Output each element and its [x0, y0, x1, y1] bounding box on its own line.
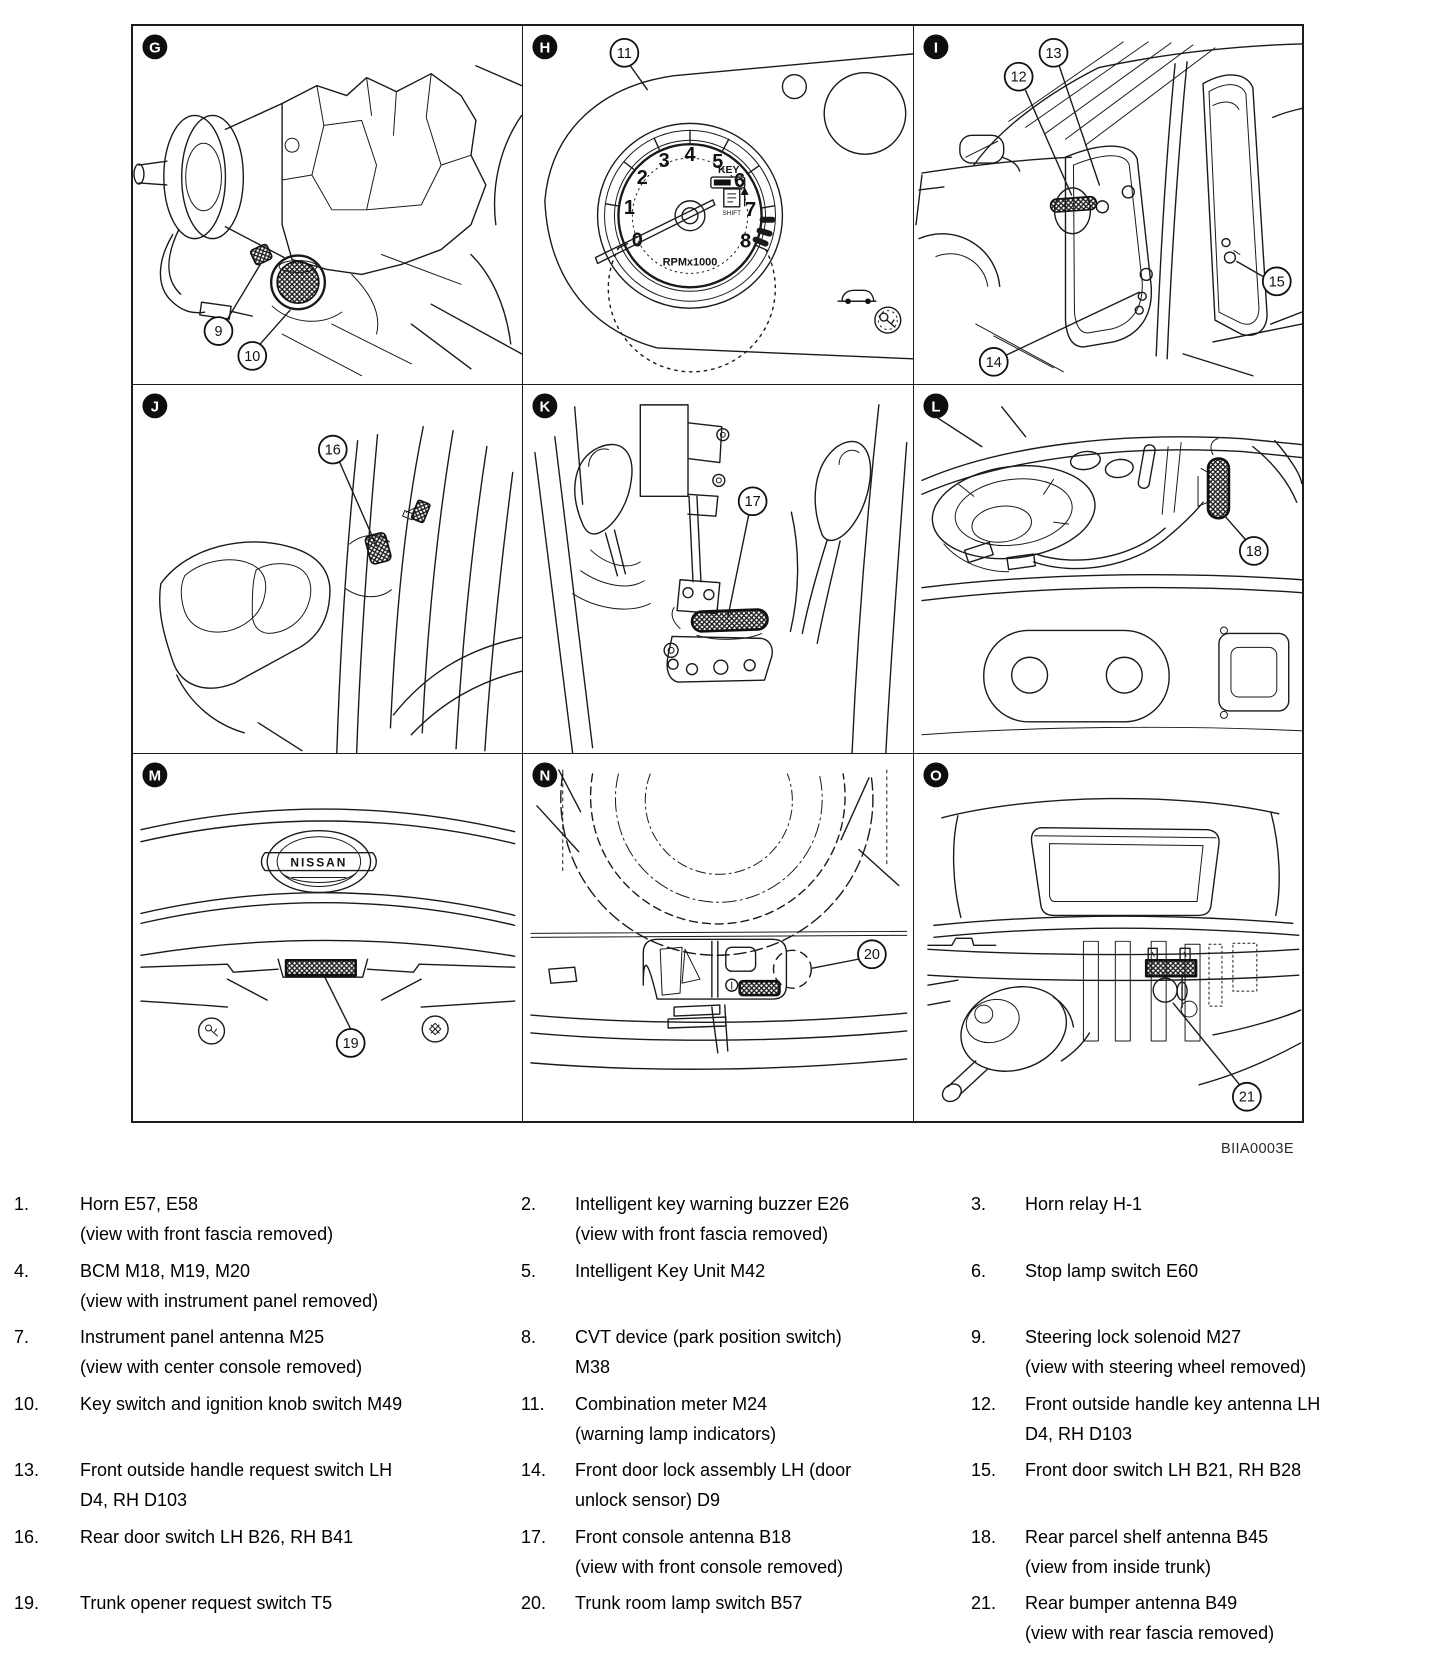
legend-item-text: Stop lamp switch E60 [1025, 1260, 1199, 1281]
svg-text:SHIFT: SHIFT [722, 209, 741, 217]
callout-20 [858, 941, 886, 969]
callout-18 [1240, 537, 1268, 565]
svg-text:9: 9 [214, 323, 223, 340]
lamp-switch-highlight [773, 951, 811, 989]
legend-item-text2: unlock sensor) D9 [575, 1490, 721, 1510]
svg-text:L: L [931, 398, 941, 416]
key-mark-icon-right [422, 1016, 448, 1042]
callout-21-leader [1173, 1003, 1239, 1084]
legend-item-number: 2. [521, 1194, 537, 1214]
console-line-art [535, 405, 907, 754]
svg-text:21: 21 [1239, 1090, 1256, 1107]
callout-18-leader [1225, 516, 1246, 540]
panel-G-drawing [133, 26, 522, 384]
legend-item-number: 6. [971, 1260, 987, 1281]
svg-text:KEY: KEY [717, 165, 740, 177]
panel-letter-N [532, 763, 557, 788]
legend-item-number: 21. [971, 1593, 997, 1613]
svg-text:6: 6 [733, 169, 745, 192]
legend-item-number: 8. [521, 1327, 537, 1347]
callout-17-leader [727, 515, 748, 617]
legend-item-text: Combination meter M24 [575, 1393, 768, 1414]
callout-9-leader [227, 264, 260, 319]
callout-13 [1040, 39, 1068, 67]
callout-12 [1005, 63, 1033, 91]
callout-16 [319, 435, 347, 463]
panel-O-drawing [914, 754, 1302, 1121]
svg-text:17: 17 [744, 493, 761, 510]
svg-text:12: 12 [1010, 69, 1027, 86]
legend-item-text2: (view with center console removed) [80, 1357, 363, 1377]
legend-item-number: 3. [971, 1194, 987, 1214]
figure-code: BIIA0003E [1221, 1141, 1294, 1157]
rear-body-line-art [928, 799, 1301, 1105]
legend-item-19 [14, 1588, 521, 1655]
svg-text:13: 13 [1045, 45, 1062, 62]
svg-text:11: 11 [616, 45, 632, 62]
steering-column-line-art [134, 66, 522, 376]
legend-item-1 [14, 1189, 521, 1256]
callout-20-leader [812, 960, 858, 969]
panel-letter-L [924, 393, 949, 418]
legend-item-text2: (view with steering wheel removed) [1025, 1357, 1307, 1377]
legend-item-7 [14, 1322, 521, 1389]
legend [14, 1189, 1440, 1655]
legend-item-text: Key switch and ignition knob switch M49 [80, 1393, 403, 1414]
legend-item-text: Intelligent Key Unit M42 [575, 1260, 766, 1281]
panel-L-drawing [914, 385, 1302, 754]
legend-item-number: 10. [14, 1393, 40, 1414]
legend-item-text: CVT device (park position switch) [575, 1327, 842, 1347]
svg-text:J: J [150, 399, 160, 416]
callout-17 [738, 487, 766, 515]
callout-15-leader [1237, 261, 1263, 276]
legend-item-number: 11. [521, 1393, 545, 1414]
car-side-line-art [916, 42, 1302, 376]
panel-letter-H [532, 34, 557, 59]
panel-I-drawing [914, 26, 1302, 384]
legend-item-17 [521, 1522, 971, 1589]
legend-item-text2: (view from inside trunk) [1025, 1556, 1212, 1577]
rpm-label: RPMx1000 [662, 256, 717, 269]
legend-item-number: 15. [971, 1460, 997, 1480]
panel-N-drawing [523, 754, 914, 1121]
panel-L [914, 385, 1302, 755]
svg-text:14: 14 [986, 354, 1003, 371]
diagram-grid [131, 24, 1304, 1123]
legend-item-text: Rear bumper antenna B49 [1025, 1593, 1238, 1613]
legend-item-number: 5. [521, 1260, 537, 1281]
legend-item-text2: (view with front fascia removed) [575, 1224, 829, 1244]
legend-item-16 [14, 1522, 521, 1589]
legend-item-number: 12. [971, 1393, 997, 1414]
panel-letter-I [924, 34, 949, 59]
legend-item-text2: D4, RH D103 [80, 1490, 188, 1510]
panel-letter-G [142, 34, 167, 59]
legend-item-number: 9. [971, 1327, 987, 1347]
svg-text:18: 18 [1246, 543, 1263, 560]
legend-item-text2: (view with instrument panel removed) [80, 1290, 379, 1311]
svg-text:H: H [539, 40, 550, 57]
legend-item-number: 18. [971, 1526, 997, 1547]
svg-text:8: 8 [739, 230, 751, 253]
svg-text:7: 7 [744, 198, 756, 221]
legend-item-text: Steering lock solenoid M27 [1025, 1327, 1242, 1347]
svg-text:N: N [539, 767, 550, 785]
legend-item-11 [521, 1389, 971, 1456]
car-door-icon [838, 290, 876, 304]
panel-letter-O [924, 763, 949, 788]
legend-item-text: Rear door switch LH B26, RH B41 [80, 1526, 354, 1547]
callout-15 [1263, 267, 1291, 295]
legend-item-text: Front outside handle request switch LH [80, 1460, 393, 1480]
legend-item-3 [971, 1189, 1440, 1256]
legend-item-12 [971, 1389, 1440, 1456]
legend-item-13 [14, 1455, 521, 1522]
panel-K [523, 385, 915, 755]
legend-item-text: Horn E57, E58 [80, 1194, 199, 1214]
key-mark-icon-left [199, 1018, 225, 1044]
legend-item-14 [521, 1455, 971, 1522]
legend-item-text: Trunk opener request switch T5 [80, 1593, 333, 1613]
legend-item-text: Horn relay H-1 [1025, 1194, 1143, 1214]
panel-N [523, 754, 915, 1121]
panel-O [914, 754, 1302, 1121]
legend-item-text: Front console antenna B18 [575, 1526, 792, 1547]
legend-item-10 [14, 1389, 521, 1456]
callout-19 [337, 1029, 365, 1057]
panel-J-drawing [133, 385, 522, 754]
svg-text:0: 0 [631, 229, 643, 252]
callout-14-leader [1007, 292, 1140, 355]
svg-text:K: K [539, 399, 550, 416]
legend-item-text: Instrument panel antenna M25 [80, 1327, 325, 1347]
legend-item-text: BCM M18, M19, M20 [80, 1260, 251, 1281]
panel-M-drawing [133, 754, 522, 1121]
legend-item-text: Intelligent key warning buzzer E26 [575, 1194, 850, 1214]
legend-item-text2: (view with rear fascia removed) [1025, 1623, 1275, 1643]
panel-H-drawing [523, 26, 914, 384]
panel-letter-K [532, 393, 557, 418]
legend-item-4 [14, 1256, 521, 1323]
callout-21 [1233, 1083, 1261, 1111]
svg-text:20: 20 [863, 947, 880, 964]
legend-item-6 [971, 1256, 1440, 1323]
legend-item-18 [971, 1522, 1440, 1589]
callout-11 [610, 39, 638, 67]
svg-text:16: 16 [324, 442, 341, 459]
svg-text:19: 19 [342, 1036, 359, 1053]
legend-item-2 [521, 1189, 971, 1256]
legend-item-number: 17. [521, 1526, 547, 1547]
legend-item-number: 14. [521, 1460, 547, 1480]
svg-text:I: I [934, 39, 939, 57]
svg-text:5: 5 [711, 151, 724, 174]
panel-letter-J [142, 393, 167, 418]
svg-text:O: O [930, 767, 943, 785]
panel-J [133, 385, 523, 755]
callout-10 [238, 342, 266, 370]
panel-letter-M [142, 763, 167, 788]
callout-19-leader [325, 978, 351, 1030]
legend-item-21 [971, 1588, 1440, 1655]
parcel-shelf-line-art [922, 407, 1302, 735]
nissan-emblem [261, 831, 376, 893]
legend-item-20 [521, 1588, 971, 1655]
svg-text:4: 4 [684, 144, 696, 167]
svg-text:3: 3 [658, 150, 670, 173]
legend-item-9 [971, 1322, 1440, 1389]
callout-10-leader [260, 310, 290, 344]
svg-text:10: 10 [244, 348, 261, 365]
legend-item-number: 16. [14, 1526, 40, 1547]
legend-item-text2: (warning lamp indicators) [575, 1423, 777, 1444]
legend-item-text: Front outside handle key antenna LH [1025, 1393, 1321, 1414]
legend-item-15 [971, 1455, 1440, 1522]
callout-9 [205, 317, 233, 345]
legend-item-number: 20. [521, 1593, 547, 1613]
svg-text:15: 15 [1269, 274, 1286, 291]
legend-item-text2: (view with front fascia removed) [80, 1224, 334, 1244]
security-indicator-icon [875, 307, 901, 333]
svg-text:2: 2 [636, 166, 648, 189]
panel-M [133, 754, 523, 1121]
legend-item-text: Rear parcel shelf antenna B45 [1025, 1526, 1269, 1547]
svg-text:1: 1 [623, 196, 635, 219]
panel-I [914, 26, 1302, 385]
svg-text:NISSAN: NISSAN [290, 855, 348, 870]
legend-item-8 [521, 1322, 971, 1389]
panel-K-drawing [523, 385, 914, 754]
legend-item-number: 19. [14, 1593, 40, 1613]
callout-12-leader [1026, 91, 1072, 195]
legend-item-text: Front door switch LH B21, RH B28 [1025, 1460, 1302, 1480]
callout-14 [980, 348, 1008, 376]
legend-item-text2: (view with front console removed) [575, 1556, 844, 1577]
svg-text:G: G [149, 40, 161, 57]
legend-item-5 [521, 1256, 971, 1323]
seat-pillar-line-art [160, 426, 522, 753]
legend-item-text: Trunk room lamp switch B57 [575, 1593, 803, 1613]
legend-item-number: 4. [14, 1260, 30, 1281]
trunk-lid-line-art [141, 809, 515, 1044]
panel-H [523, 26, 915, 385]
legend-item-text: Front door lock assembly LH (door [575, 1460, 852, 1480]
legend-item-text2: D4, RH D103 [1025, 1423, 1133, 1444]
legend-item-number: 13. [14, 1460, 40, 1480]
svg-text:M: M [148, 767, 162, 785]
legend-item-text2: M38 [575, 1357, 611, 1377]
legend-item-number: 7. [14, 1327, 30, 1347]
panel-G [133, 26, 523, 385]
legend-item-number: 1. [14, 1194, 30, 1214]
trunk-room-line-art [531, 767, 907, 1069]
